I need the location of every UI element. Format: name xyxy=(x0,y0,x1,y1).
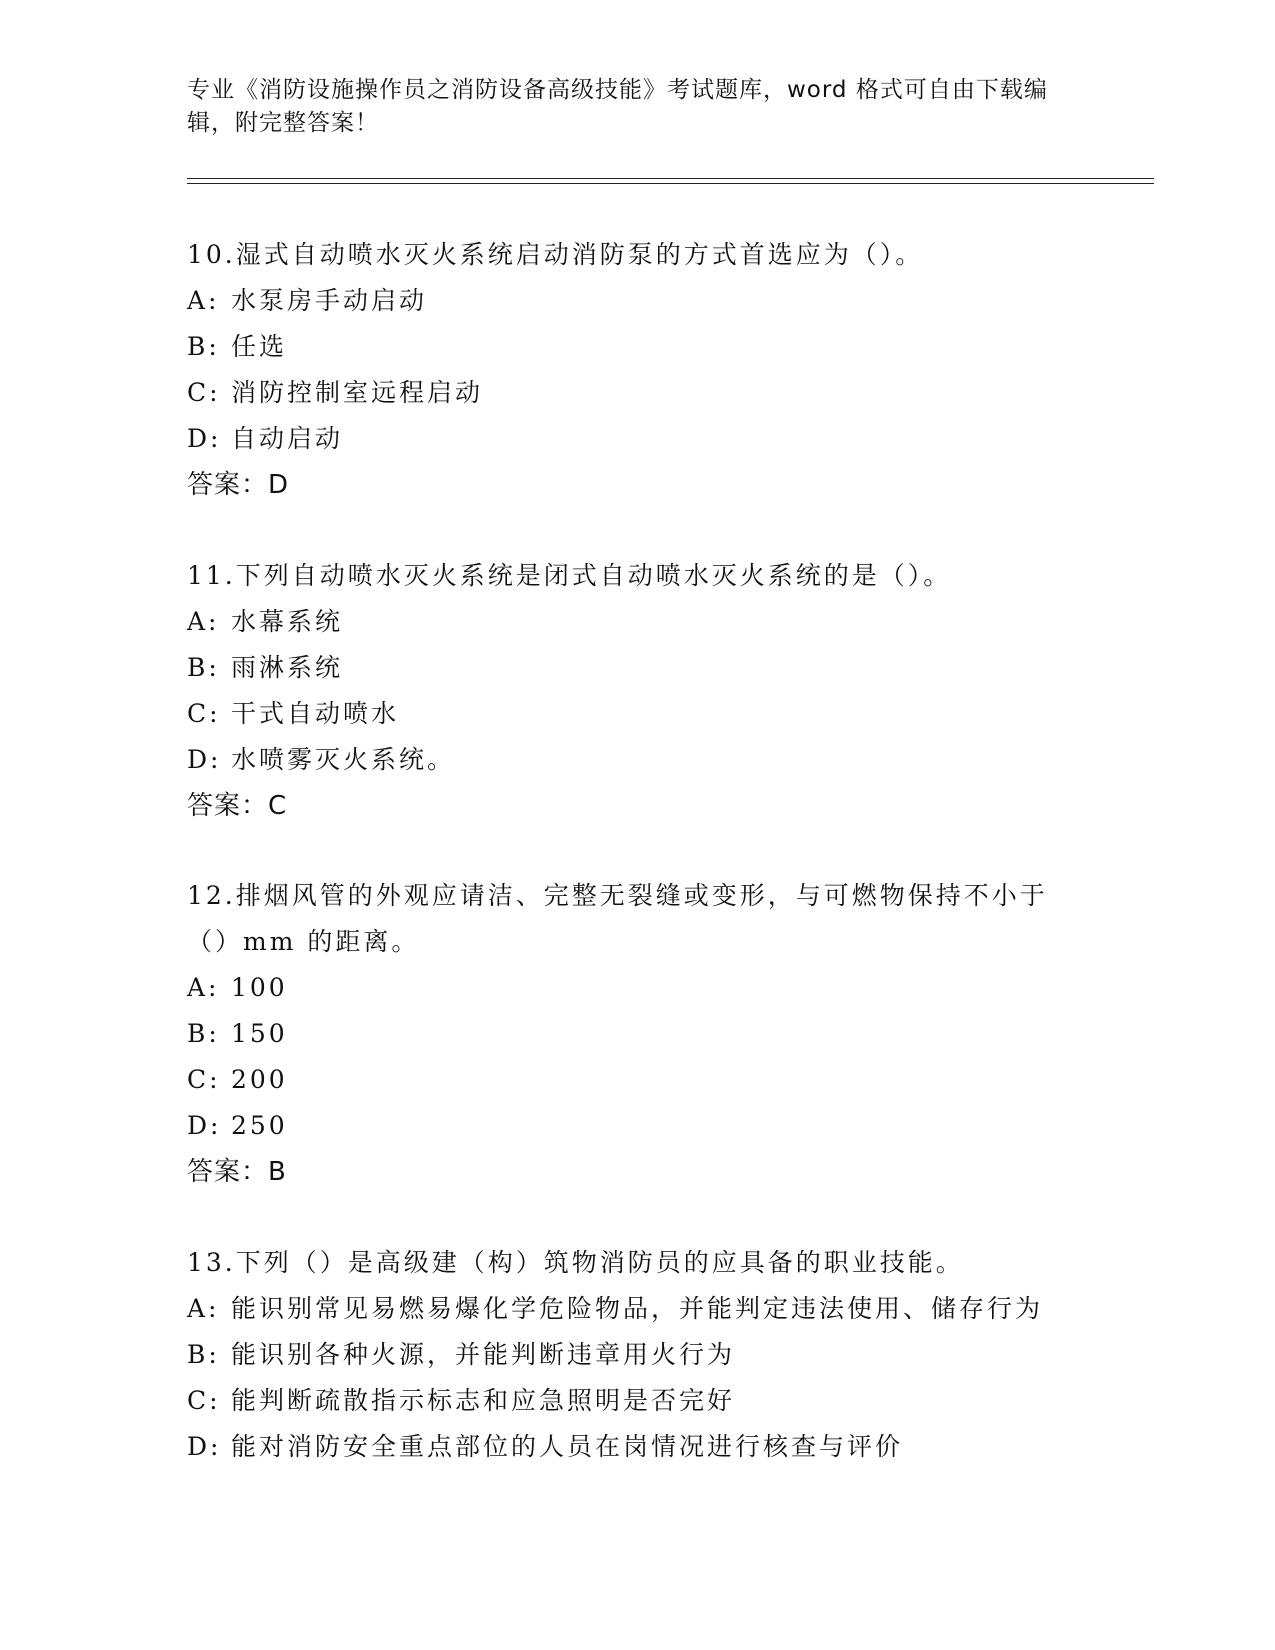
option-letter: C: xyxy=(187,1386,221,1415)
option-d xyxy=(187,737,1087,783)
option-b xyxy=(187,324,1087,370)
question-11 xyxy=(187,553,1087,829)
option-letter: A: xyxy=(187,973,220,1002)
option-c xyxy=(187,370,1087,416)
question-10 xyxy=(187,232,1087,508)
header-divider-bottom xyxy=(187,183,1154,184)
option-text: 200 xyxy=(231,1065,288,1094)
option-letter: A: xyxy=(187,1294,220,1323)
option-text: 水喷雾灭火系统。 xyxy=(231,745,456,774)
option-text: 水泵房手动启动 xyxy=(231,286,428,315)
option-d xyxy=(187,1103,1077,1149)
option-text: 干式自动喷水 xyxy=(231,699,400,728)
question-stem: 10.湿式自动喷水灭火系统启动消防泵的方式首选应为（）。 xyxy=(187,240,924,269)
question-stem: 11.下列自动喷水灭火系统是闭式自动喷水灭火系统的是（）。 xyxy=(187,561,952,590)
option-letter: C: xyxy=(187,378,221,407)
option-a xyxy=(187,1286,1087,1332)
option-text: 能判断疏散指示标志和应急照明是否完好 xyxy=(231,1386,736,1415)
option-a xyxy=(187,278,1087,324)
option-text: 水幕系统 xyxy=(231,607,344,636)
option-letter: B: xyxy=(187,332,220,361)
option-text: 雨淋系统 xyxy=(231,653,344,682)
option-d xyxy=(187,416,1087,462)
option-c xyxy=(187,1057,1077,1103)
option-letter: B: xyxy=(187,1019,220,1048)
option-letter: D: xyxy=(187,1111,222,1140)
document-header: 专业《消防设施操作员之消防设备高级技能》考试题库，word 格式可自由下载编辑，附完整答案！ xyxy=(187,77,1048,136)
option-text: 消防控制室远程启动 xyxy=(231,378,484,407)
option-b xyxy=(187,1011,1077,1057)
question-stem: 12.排烟风管的外观应请洁、完整无裂缝或变形，与可燃物保持不小于（）mm 的距离。 xyxy=(187,881,1048,956)
option-c xyxy=(187,1378,1087,1424)
question-stem: 13.下列（）是高级建（构）筑物消防员的应具备的职业技能。 xyxy=(187,1248,964,1277)
option-text: 能对消防安全重点部位的人员在岗情况进行核查与评价 xyxy=(231,1432,904,1461)
option-text: 能识别各种火源，并能判断违章用火行为 xyxy=(231,1340,736,1369)
option-letter: B: xyxy=(187,1340,220,1369)
option-b xyxy=(187,1332,1087,1378)
option-text: 150 xyxy=(231,1019,288,1048)
option-b xyxy=(187,645,1087,691)
option-d xyxy=(187,1424,1087,1470)
option-text: 100 xyxy=(231,973,288,1002)
question-12 xyxy=(187,873,1077,1195)
option-letter: B: xyxy=(187,653,220,682)
option-a xyxy=(187,965,1077,1011)
header-divider-top xyxy=(187,178,1154,179)
answer-line: 答案：B xyxy=(187,1157,287,1187)
option-letter: D: xyxy=(187,1432,222,1461)
question-13 xyxy=(187,1240,1087,1470)
option-letter: A: xyxy=(187,286,220,315)
option-letter: C: xyxy=(187,699,221,728)
option-letter: D: xyxy=(187,745,222,774)
answer-line: 答案：C xyxy=(187,791,288,821)
option-c xyxy=(187,691,1087,737)
option-text: 任选 xyxy=(231,332,288,361)
option-letter: C: xyxy=(187,1065,221,1094)
option-text: 自动启动 xyxy=(231,424,344,453)
option-text: 能识别常见易燃易爆化学危险物品，并能判定违法使用、储存行为 xyxy=(231,1294,1044,1323)
option-text: 250 xyxy=(231,1111,288,1140)
option-letter: A: xyxy=(187,607,220,636)
answer-line: 答案：D xyxy=(187,470,290,500)
option-letter: D: xyxy=(187,424,222,453)
option-a xyxy=(187,599,1087,645)
